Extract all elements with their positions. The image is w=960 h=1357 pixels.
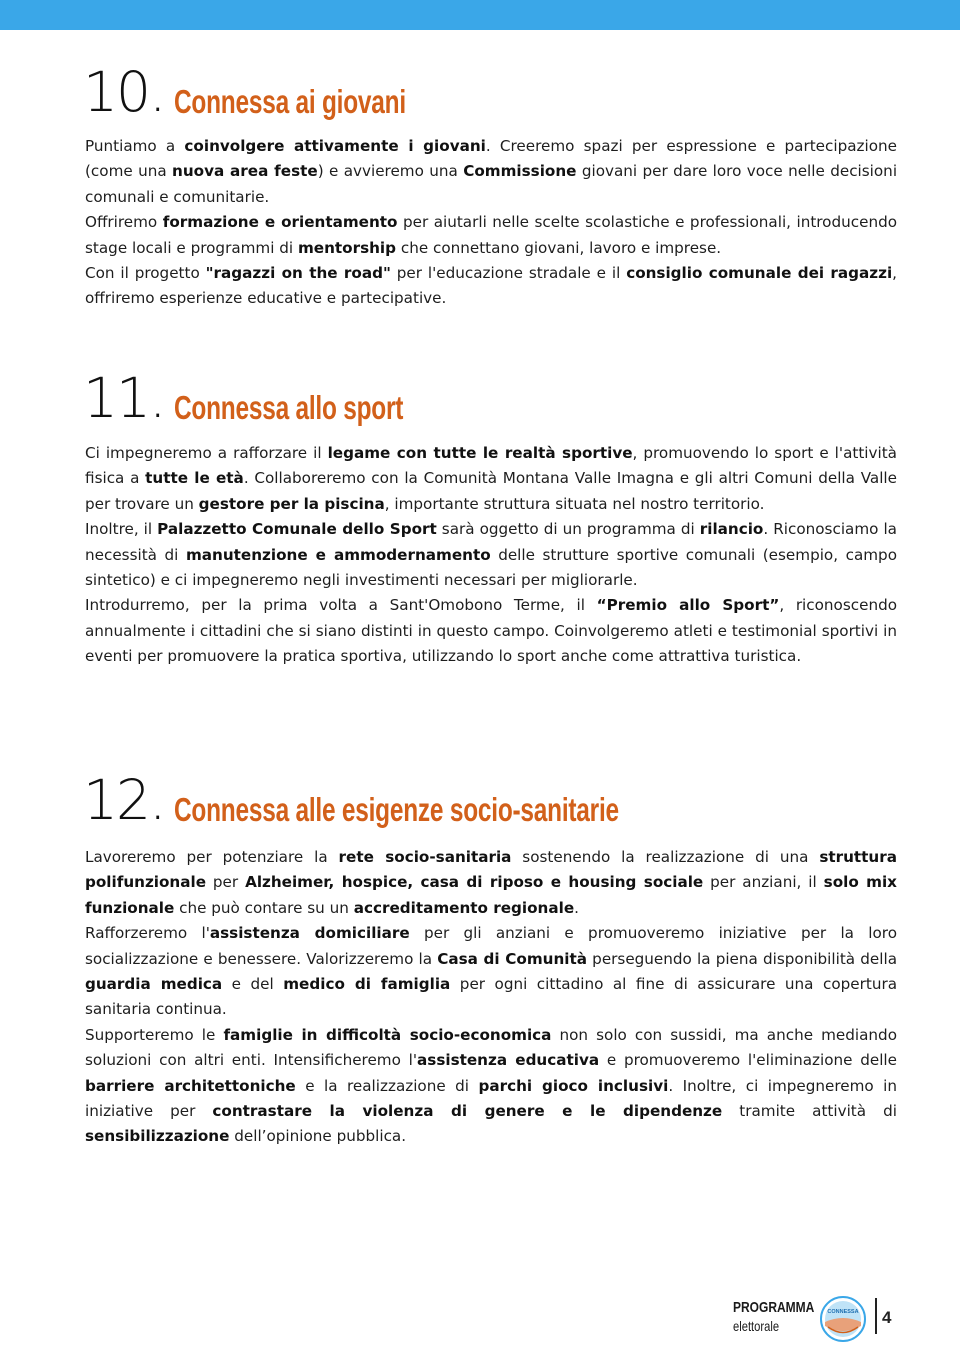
footer-elettorale: elettorale <box>733 1318 780 1334</box>
section-paragraph <box>85 593 897 669</box>
text-run: , importante struttura situata nel nostro territorio. <box>384 494 765 513</box>
text-run: che connettano giovani, lavoro e imprese. <box>396 238 722 257</box>
text-run: per <box>206 873 246 892</box>
bold-text: mentorship <box>297 238 397 257</box>
text-run: sarà oggetto di un programma di <box>436 520 700 539</box>
bold-text: famiglie in difficoltà socio-economica <box>223 1025 552 1044</box>
section-title: Connessa ai giovani <box>174 83 406 120</box>
text-run: per anziani, il <box>703 873 824 892</box>
section-title: Connessa alle esigenze socio-sanitarie <box>174 791 619 828</box>
text-run: giovani per dare loro voce nelle decisioni comunali e comunitarie. <box>85 162 898 206</box>
bold-text: tutte le età <box>145 469 244 488</box>
bold-text: coinvolgere attivamente i giovani <box>184 137 486 155</box>
text-run: Lavoreremo per potenziare la <box>85 848 339 866</box>
logo-text: CONNESSA <box>827 1309 859 1315</box>
party-logo-icon <box>820 1296 866 1342</box>
section-paragraph <box>85 845 897 921</box>
bold-text: accreditamento regionale <box>353 898 575 917</box>
bold-text: assistenza domiciliare <box>209 924 410 943</box>
text-run: tramite attività di <box>722 1102 897 1121</box>
text-run: per l'educazione stradale e il <box>390 264 627 283</box>
bold-text: consiglio comunale dei ragazzi <box>626 264 893 283</box>
section-10 <box>85 62 897 312</box>
bold-text: “Premio allo Sport” <box>596 596 780 615</box>
text-run: . Creeremo spazi per espressione e partecipazione (come una <box>85 137 897 181</box>
bold-text: solo mix funzionale <box>85 873 897 917</box>
section-heading <box>85 368 897 428</box>
section-heading <box>85 770 897 830</box>
bold-text: Palazzetto Comunale dello Sport <box>157 520 437 539</box>
text-run: che può contare su un <box>174 898 354 917</box>
section-paragraph <box>85 1023 897 1150</box>
text-run: per gli anziani e promuoveremo iniziative per la loro socializzazione e benessere. Valorizzeremo la <box>85 924 897 968</box>
page-footer <box>733 1296 903 1342</box>
text-run: e promuoveremo l'eliminazione delle <box>599 1051 897 1070</box>
text-run: per ogni cittadino al fine di assicurare una copertura sanitaria continua. <box>85 975 897 1019</box>
bold-text: rete socio-sanitaria <box>338 848 512 866</box>
section-11 <box>85 368 897 670</box>
text-run: Supporteremo le <box>85 1025 224 1044</box>
bold-text: struttura polifunzionale <box>85 848 897 892</box>
text-run: delle strutture sportive comunali (esempio, campo sintetico) e ci impegneremo negli investimenti necessari per migliorarle. <box>85 545 897 590</box>
text-run: . Riconosciamo la necessità di <box>85 520 897 564</box>
footer-divider <box>875 1298 877 1334</box>
bold-text: guardia medica <box>85 975 223 994</box>
top-color-bar <box>0 0 960 30</box>
section-body <box>85 134 897 312</box>
text-run: Ci impegneremo a rafforzare il <box>85 444 328 462</box>
text-run: Inoltre, il <box>85 520 158 539</box>
bold-text: sensibilizzazione <box>85 1127 230 1146</box>
text-run: , riconoscendo annualmente i cittadini che si siano distinti in questo campo. Coinvolgeremo atleti e testimonial sportivi in eventi per promuovere la pratica sportiva, utilizzando lo sport anche come attrattiva turistica. <box>85 596 898 666</box>
section-title: Connessa allo sport <box>174 389 404 426</box>
text-run: e la realizzazione di <box>295 1076 479 1095</box>
section-paragraph <box>85 261 897 312</box>
text-run: , promuovendo lo sport e l'attività fisica a <box>85 444 897 488</box>
text-run: Introdurremo, per la prima volta a Sant'Omobono Terme, il <box>85 596 597 615</box>
text-run: non solo con sussidi, ma anche mediando soluzioni con altri enti. Intensificheremo l' <box>85 1025 897 1070</box>
section-12 <box>85 770 897 1150</box>
bold-text: rilancio <box>699 520 764 539</box>
bold-text: legame con tutte le realtà sportive <box>327 444 633 462</box>
bold-text: barriere architettoniche <box>85 1076 296 1095</box>
section-number: 10. <box>83 60 165 124</box>
bold-text: contrastare la violenza di genere e le dipendenze <box>212 1102 723 1121</box>
text-run: Offriremo <box>85 213 163 232</box>
section-number: 11. <box>83 366 165 430</box>
bold-text: Commissione <box>463 162 577 181</box>
section-body <box>85 845 897 1150</box>
section-paragraph <box>85 441 897 517</box>
text-run: per aiutarli nelle scelte scolastiche e professionali, introducendo stage locali e programmi di <box>85 213 897 257</box>
section-paragraph <box>85 210 897 261</box>
footer-programma: PROGRAMMA <box>733 1299 815 1316</box>
bold-text: manutenzione e ammodernamento <box>185 545 491 564</box>
bold-text: Alzheimer, hospice, casa di riposo e housing sociale <box>245 873 704 892</box>
bold-text: assistenza educativa <box>417 1051 600 1070</box>
text-run: . <box>574 898 579 917</box>
text-run: , offriremo esperienze educative e partecipative. <box>85 264 897 308</box>
text-run: perseguendo la piena disponibilità della <box>587 949 897 968</box>
bold-text: nuova area feste <box>172 162 318 181</box>
page-number: 4 <box>882 1308 892 1327</box>
text-run: sostenendo la realizzazione di una <box>511 848 820 866</box>
bold-text: parchi gioco inclusivi <box>478 1076 669 1095</box>
text-run: e del <box>222 975 284 994</box>
text-run: Con il progetto <box>85 264 206 283</box>
text-run: Puntiamo a <box>85 137 185 155</box>
text-run: dell’opinione pubblica. <box>229 1127 407 1146</box>
text-run: . Collaboreremo con la Comunità Montana Valle Imagna e gli altri Comuni della Valle per trovare un <box>85 469 897 513</box>
section-body <box>85 441 897 670</box>
section-heading <box>85 62 897 122</box>
bold-text: Casa di Comunità <box>437 949 588 968</box>
bold-text: formazione e orientamento <box>162 213 398 232</box>
section-paragraph <box>85 134 897 210</box>
bold-text: "ragazzi on the road" <box>205 264 391 283</box>
section-paragraph <box>85 517 897 593</box>
section-paragraph <box>85 921 897 1023</box>
bold-text: gestore per la piscina <box>198 494 385 513</box>
text-run: Rafforzeremo l' <box>85 924 210 943</box>
text-run: ) e avvieremo una <box>317 162 464 181</box>
text-run: . Inoltre, ci impegneremo in iniziative per <box>85 1076 898 1121</box>
section-number: 12. <box>83 768 165 832</box>
bold-text: medico di famiglia <box>283 975 451 994</box>
